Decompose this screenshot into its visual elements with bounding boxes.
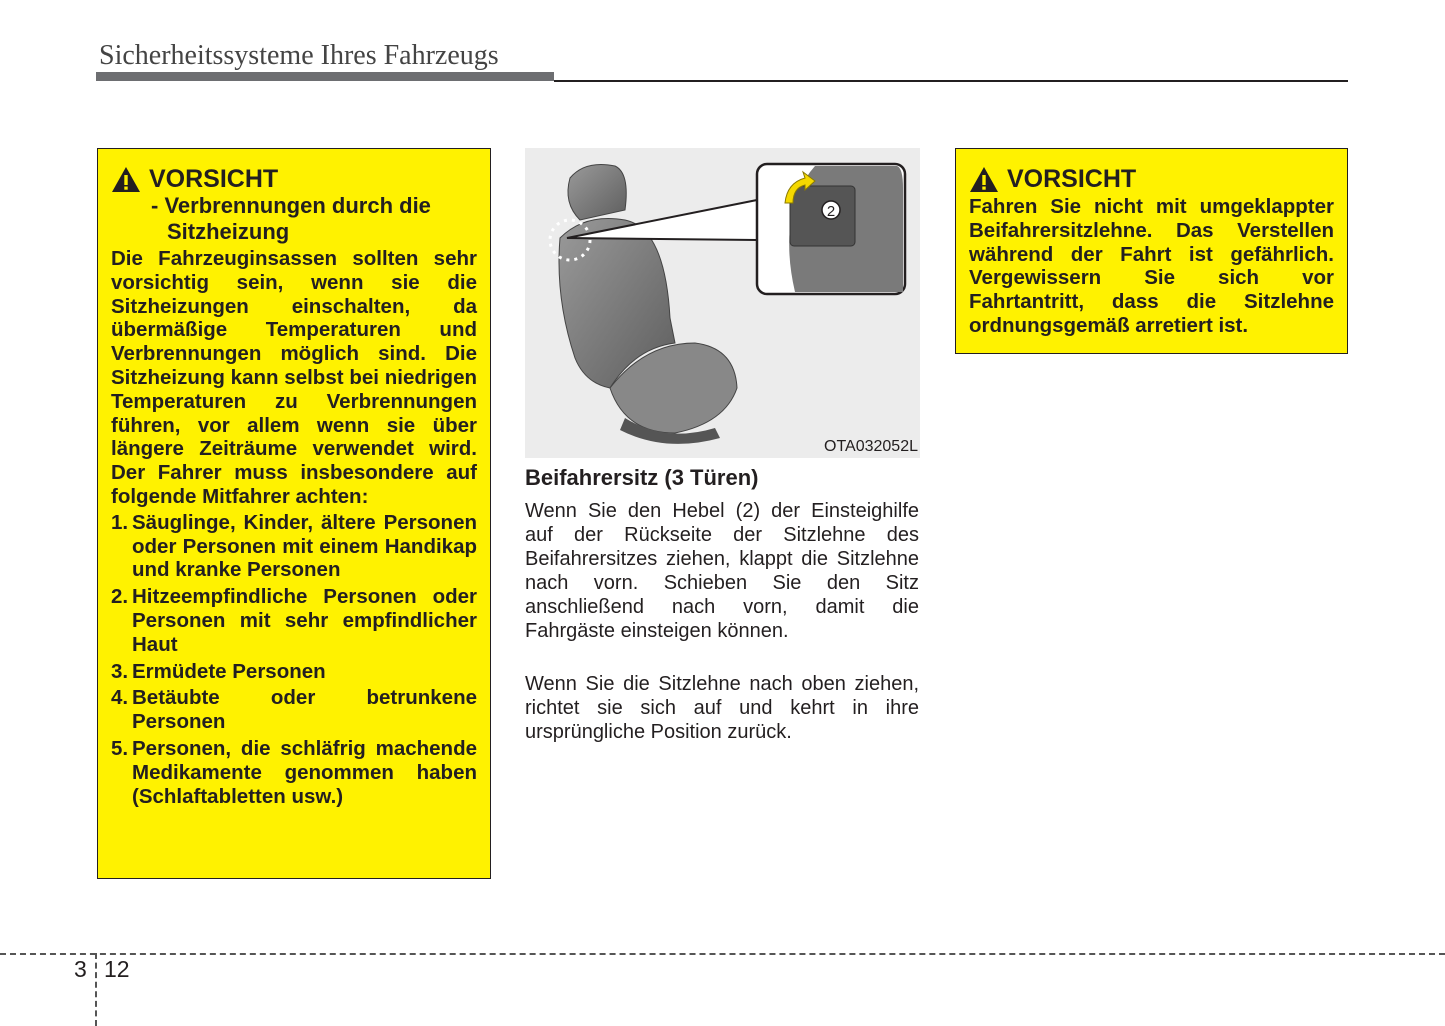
passenger-seat-drawing — [525, 148, 920, 458]
section-paragraph: Wenn Sie den Hebel (2) der Einsteighilfe auf der Rückseite der Sitzlehne des Beifahrersitzes ziehen, klappt die Sitzlehne nach vorn. Schieben Sie den Sitz anschließend nach vorn, damit die Fahrgäste einsteigen können. — [525, 500, 919, 642]
footer-divider — [95, 953, 97, 1026]
list-item: 4. Betäubte oder betrunkene Personen — [111, 686, 477, 734]
caution-box-seat-heating — [97, 148, 491, 879]
list-item: 1. Säuglinge, Kinder, ältere Personen oder Personen mit einem Handikap und kranke Personen — [111, 510, 477, 582]
chapter-number: 3 — [74, 956, 87, 982]
caution-heading: VORSICHT — [969, 165, 1334, 193]
header-rule-thick — [96, 72, 554, 81]
caution-heading: VORSICHT — [111, 165, 477, 193]
header-rule-thin — [554, 80, 1348, 82]
callout-number: 2 — [826, 203, 836, 220]
list-item: 3. Ermüdete Personen — [111, 659, 326, 683]
section-paragraph: Wenn Sie die Sitzlehne nach oben ziehen, richtet sie sich auf und kehrt in ihre ursprüngliche Position zurück. — [525, 673, 919, 743]
warning-triangle-icon — [111, 166, 141, 193]
page-header-title: Sicherheitssysteme Ihres Fahrzeugs — [99, 40, 499, 71]
figure-code: OTA032052L — [824, 438, 918, 455]
caution-subtitle: - Verbrennungen durch die Sitzheizung — [151, 193, 431, 244]
list-item: 2. Hitzeempfindliche Personen oder Personen mit sehr empfindlicher Haut — [111, 585, 477, 656]
warning-triangle-icon — [969, 166, 999, 193]
page-number: 12 — [104, 956, 130, 982]
caution-body: Fahren Sie nicht mit umgeklappter Beifahrersitzlehne. Das Verstellen während der Fahrt ist gefährlich. Vergewissern Sie sich vor Fahrtantritt, dass die Sitzlehne ordnungsgemäß arretiert ist. — [969, 195, 1334, 337]
section-heading: Beifahrersitz (3 Türen) — [525, 465, 759, 490]
caution-body: Die Fahrzeuginsassen sollten sehr vorsichtig sein, wenn sie die Sitzheizungen einschalten, da übermäßige Temperaturen und Verbrennungen möglich sind. Die Sitzheizung kann selbst bei niedrigen Temperaturen zu Verbrennungen führen, vor allem wenn sie über längere Zeiträume verwendet wird. Der Fahrer muss insbesondere auf folgende Mitfahrer achten: — [111, 247, 477, 508]
footer-rule — [0, 953, 1445, 955]
seat-illustration — [525, 148, 920, 458]
caution-box-seatback — [955, 148, 1348, 354]
caution-list — [111, 511, 477, 809]
list-item: 5. Personen, die schläfrig machende Medikamente genommen haben (Schlaftabletten usw.) — [111, 736, 477, 808]
